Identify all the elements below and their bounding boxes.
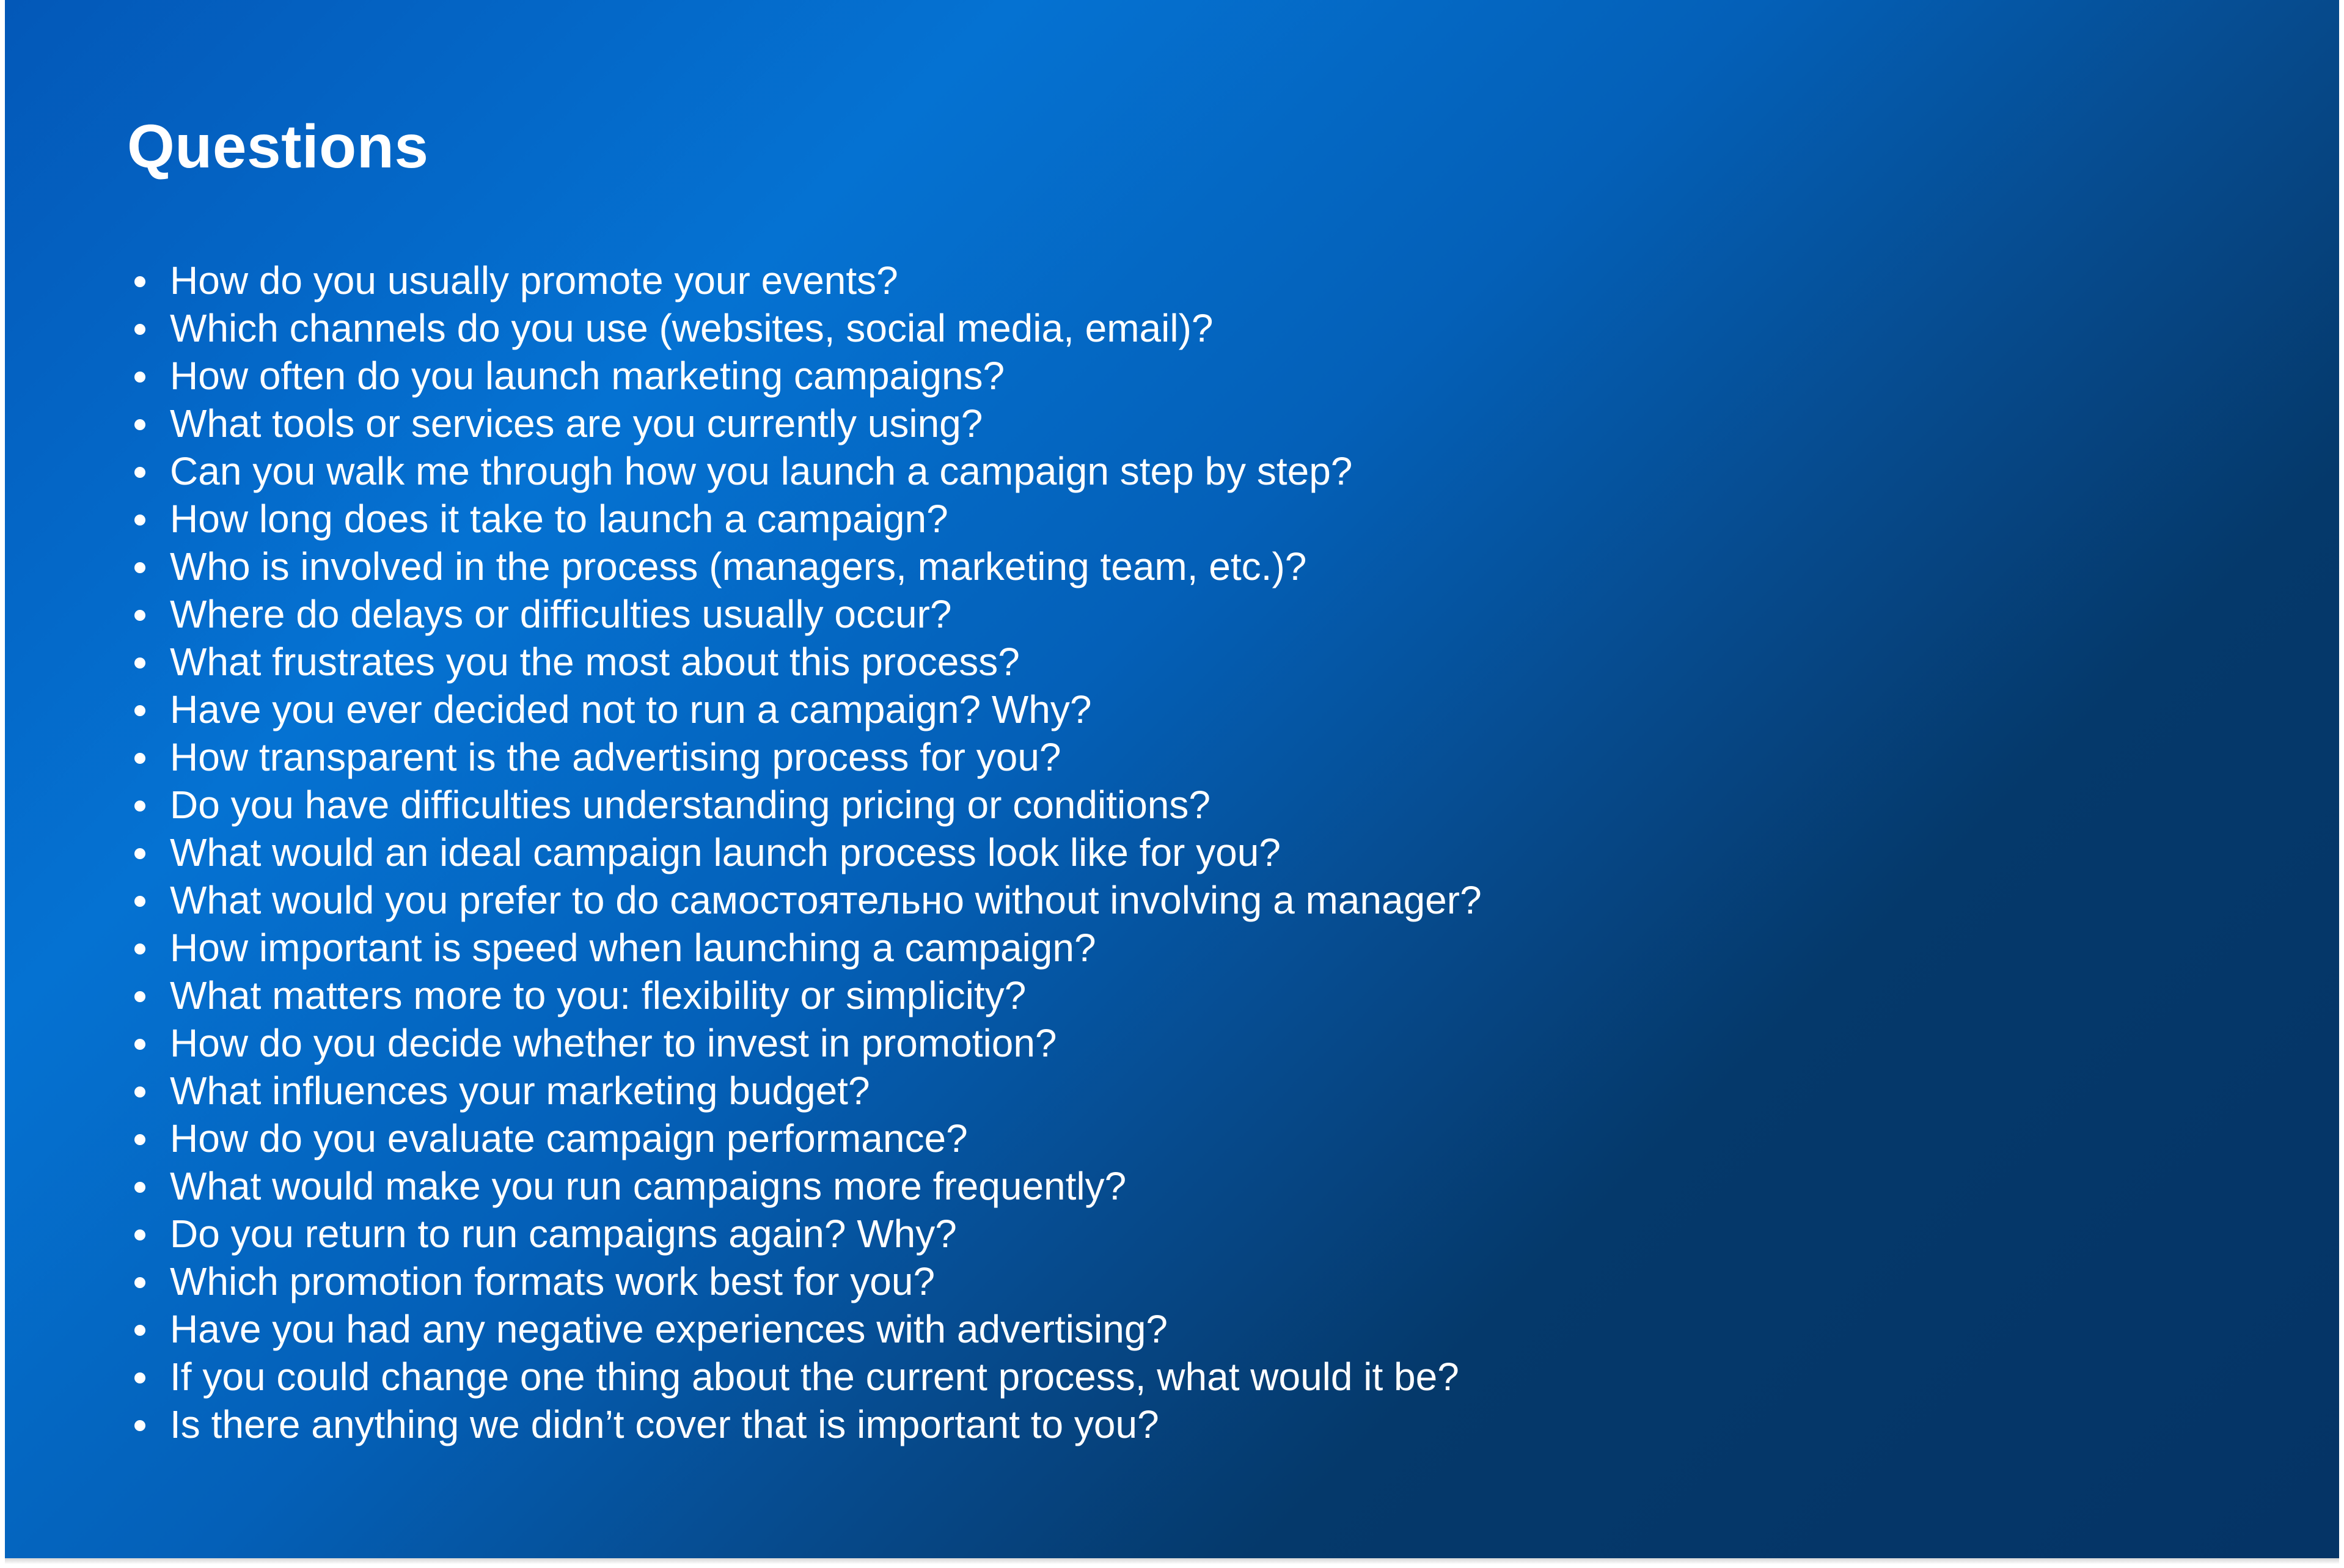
list-item: Have you had any negative experiences with advertising? — [127, 1305, 1482, 1353]
list-item: How do you usually promote your events? — [127, 257, 1482, 304]
list-item: How transparent is the advertising process for you? — [127, 733, 1482, 781]
list-item: Which promotion formats work best for you? — [127, 1258, 1482, 1305]
list-item: What matters more to you: flexibility or simplicity? — [127, 972, 1482, 1019]
list-item: Where do delays or difficulties usually occur? — [127, 590, 1482, 638]
page-title: Questions — [127, 112, 429, 181]
list-item: What influences your marketing budget? — [127, 1067, 1482, 1115]
list-item: Who is involved in the process (managers, marketing team, etc.)? — [127, 543, 1482, 590]
list-item: How do you evaluate campaign performance? — [127, 1115, 1482, 1162]
list-item: What would make you run campaigns more frequently? — [127, 1162, 1482, 1210]
list-item: Is there anything we didn’t cover that is important to you? — [127, 1401, 1482, 1448]
list-item: Do you return to run campaigns again? Why? — [127, 1210, 1482, 1258]
list-item: How important is speed when launching a campaign? — [127, 924, 1482, 972]
list-item: What would you prefer to do самостоятельно without involving a manager? — [127, 876, 1482, 924]
list-item: Do you have difficulties understanding pricing or conditions? — [127, 781, 1482, 829]
list-item: What would an ideal campaign launch process look like for you? — [127, 829, 1482, 876]
list-item: If you could change one thing about the current process, what would it be? — [127, 1353, 1482, 1401]
questions-card — [5, 0, 2339, 1558]
questions-list — [127, 257, 1482, 1448]
list-item: What tools or services are you currently using? — [127, 400, 1482, 447]
list-item: Which channels do you use (websites, social media, email)? — [127, 304, 1482, 352]
list-item: Can you walk me through how you launch a campaign step by step? — [127, 447, 1482, 495]
list-item: How long does it take to launch a campaign? — [127, 495, 1482, 543]
list-item: Have you ever decided not to run a campaign? Why? — [127, 686, 1482, 733]
list-item: How often do you launch marketing campaigns? — [127, 352, 1482, 400]
list-item: What frustrates you the most about this process? — [127, 638, 1482, 686]
list-item: How do you decide whether to invest in promotion? — [127, 1019, 1482, 1067]
